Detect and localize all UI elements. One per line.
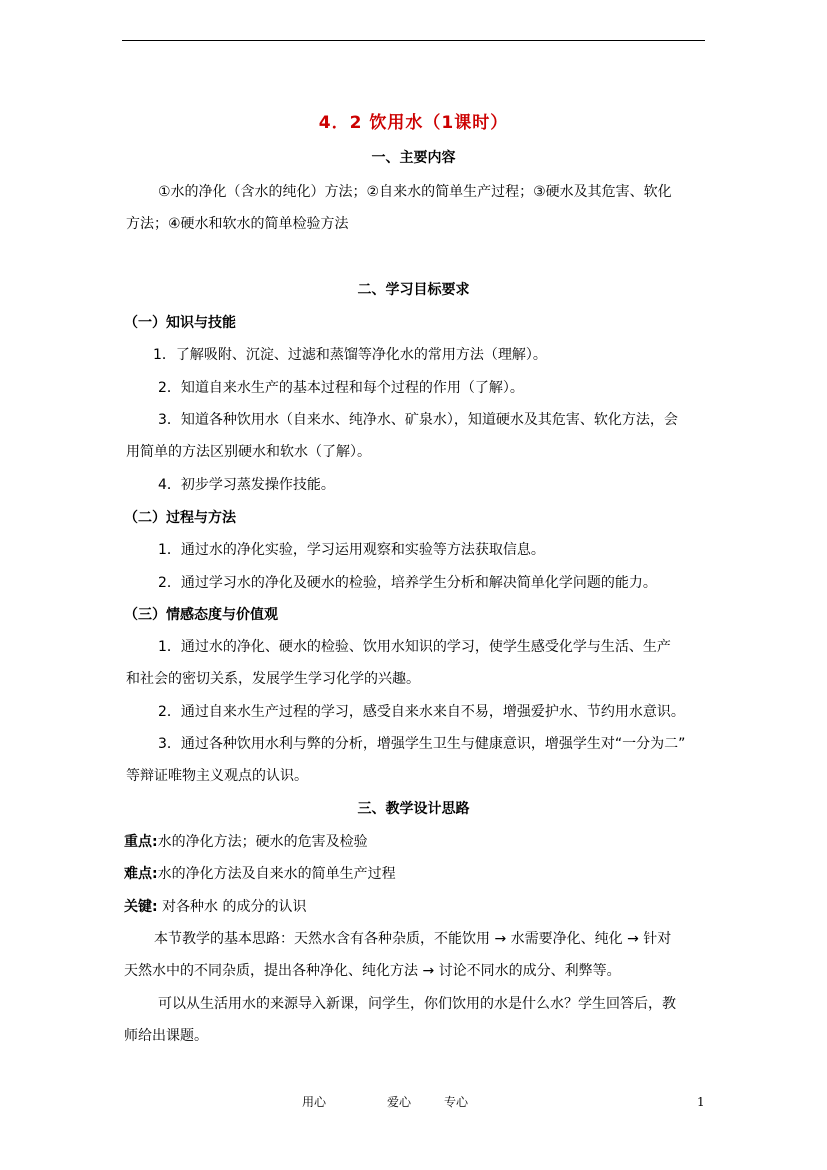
footer-word-3: 专心 [444, 1095, 469, 1109]
page-title: 4．2 饮用水（1课时） [318, 113, 509, 133]
main-content-text-line1: ①水的净化（含水的纯化）方法；②自来水的简单生产过程；③硬水及其危害、软化 [158, 184, 672, 200]
page-number: 1 [697, 1095, 705, 1109]
footer-word-1: 用心 [302, 1095, 327, 1109]
subheading-process-methods: （二）过程与方法 [124, 510, 236, 526]
attitude-item-2: 2．通过自来水生产过程的学习，感受自来水来自不易，增强爱护水、节约用水意识。 [158, 704, 685, 720]
footer-word-2: 爱心 [387, 1095, 412, 1109]
knowledge-item-1: 1．了解吸附、沉淀、过滤和蒸馏等净化水的常用方法（理解）。 [153, 347, 547, 363]
crux-line [124, 897, 307, 917]
key-point-text: 水的净化方法；硬水的危害及检验 [157, 834, 368, 850]
section-heading-teaching-design: 三、教学设计思路 [357, 801, 470, 817]
crux-text: 对各种水 的成分的认识 [157, 899, 307, 915]
process-item-1: 1．通过水的净化实验，学习运用观察和实验等方法获取信息。 [158, 542, 545, 558]
header-rule [122, 40, 705, 41]
attitude-item-1-line2: 和社会的密切关系，发展学生学习化学的兴趣。 [126, 671, 420, 687]
knowledge-item-4: 4．初步学习蒸发操作技能。 [158, 477, 335, 493]
difficulty-line [124, 864, 396, 884]
attitude-item-3-line1: 3．通过各种饮用水利与弊的分析，增强学生卫生与健康意识，增强学生对“一分为二” [158, 736, 686, 752]
process-item-2: 2．通过学习水的净化及硬水的检验，培养学生分析和解决简单化学问题的能力。 [158, 575, 657, 591]
teaching-approach-line1: 本节教学的基本思路：天然水含有各种杂质，不能饮用 → 水需要净化、纯化 → 针对 [154, 931, 672, 947]
subheading-knowledge-skills: （一）知识与技能 [124, 315, 236, 331]
key-point-label: 重点: [124, 834, 158, 850]
introduction-line1: 可以从生活用水的来源导入新课，问学生，你们饮用的水是什么水？学生回答后，教 [158, 996, 676, 1012]
key-point-line [124, 832, 368, 852]
main-content-text-line2: 方法；④硬水和软水的简单检验方法 [126, 216, 349, 232]
crux-label: 关键: [124, 899, 158, 915]
attitude-item-3-line2: 等辩证唯物主义观点的认识。 [126, 768, 308, 784]
difficulty-label: 难点: [124, 866, 158, 882]
subheading-attitudes-values: （三）情感态度与价值观 [124, 607, 278, 623]
section-heading-main-content: 一、主要内容 [371, 150, 456, 166]
knowledge-item-3-line2: 用简单的方法区别硬水和软水（了解）。 [126, 444, 371, 460]
attitude-item-1-line1: 1．通过水的净化、硬水的检验、饮用水知识的学习，使学生感受化学与生活、生产 [158, 639, 671, 655]
introduction-line2: 师给出课题。 [124, 1028, 208, 1044]
section-heading-learning-goals: 二、学习目标要求 [357, 282, 470, 298]
difficulty-text: 水的净化方法及自来水的简单生产过程 [157, 866, 396, 882]
teaching-approach-line2: 天然水中的不同杂质，提出各种净化、纯化方法 → 讨论不同水的成分、利弊等。 [124, 963, 621, 979]
knowledge-item-2: 2．知道自来水生产的基本过程和每个过程的作用（了解）。 [158, 380, 524, 396]
knowledge-item-3-line1: 3．知道各种饮用水（自来水、纯净水、矿泉水），知道硬水及其危害、软化方法，会 [158, 412, 678, 428]
